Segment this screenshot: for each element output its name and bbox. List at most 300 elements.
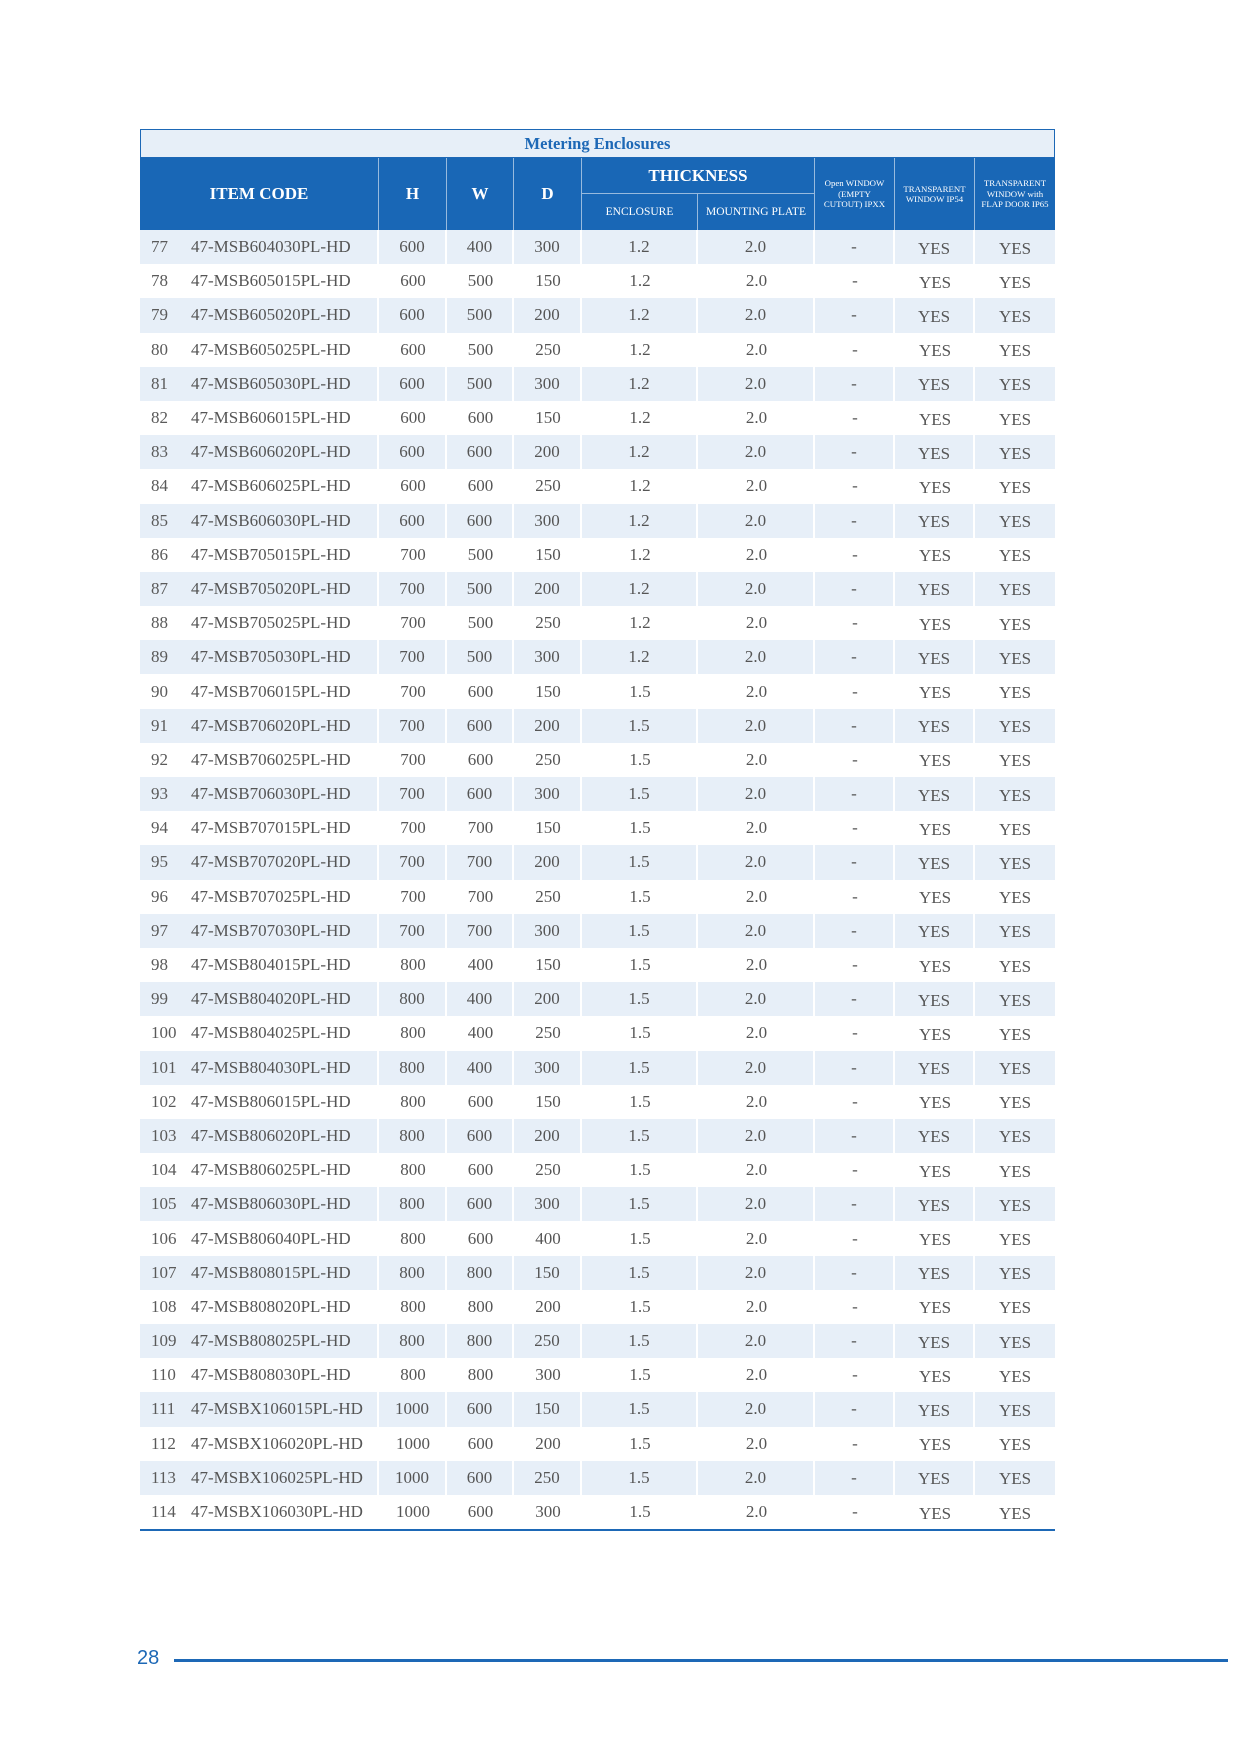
height-value: 600 [379, 298, 447, 332]
mounting-plate-thickness: 2.0 [698, 640, 815, 674]
item-code: 47-MSB606030PL-HD [180, 504, 379, 538]
width-value: 500 [447, 367, 514, 401]
item-code: 47-MSB806040PL-HD [191, 1228, 351, 1248]
row-number: 100 [151, 1023, 177, 1043]
enclosure-thickness: 1.2 [582, 298, 698, 332]
item-code: 47-MSB804015PL-HD [191, 955, 351, 975]
enclosure-thickness: 1.2 [582, 367, 698, 401]
height-value: 700 [379, 572, 447, 606]
width-value: 400 [467, 1023, 494, 1043]
transparent-window-flap-ip65: YES [998, 956, 1032, 976]
transparent-window-flap-ip65: YES [998, 272, 1032, 292]
mounting-plate-thickness: 2.0 [698, 504, 815, 538]
item-code: 47-MSB606020PL-HD [180, 435, 379, 469]
height-value: 600 [379, 230, 447, 264]
header-w: W [447, 158, 514, 230]
width-value: 600 [467, 1433, 494, 1453]
transparent-window-flap-ip65: YES [998, 1366, 1032, 1386]
depth-value: 250 [514, 1461, 582, 1495]
row-number: 78 [151, 271, 168, 291]
item-code: 47-MSBX106025PL-HD [180, 1461, 379, 1495]
transparent-window-flap-ip65: YES [998, 1024, 1032, 1044]
transparent-window-ip54: YES [918, 888, 952, 908]
transparent-window-flap-ip65: YES [998, 853, 1032, 873]
depth-value: 250 [535, 749, 561, 769]
item-code: 47-MSB806015PL-HD [191, 1091, 351, 1111]
row-number: 82 [151, 408, 168, 428]
mounting-plate-thickness: 2.0 [745, 1502, 768, 1522]
item-code: 47-MSB808020PL-HD [191, 1296, 351, 1316]
mounting-plate-thickness: 2.0 [698, 845, 815, 879]
enclosure-thickness: 1.2 [582, 230, 698, 264]
table-row [140, 1427, 1055, 1461]
header-item-code: ITEM CODE [140, 158, 379, 230]
height-value: 600 [400, 339, 426, 359]
row-number: 90 [151, 681, 168, 701]
table-header [140, 158, 1055, 230]
enclosure-thickness: 1.2 [629, 339, 651, 359]
item-code: 47-MSB705030PL-HD [180, 640, 379, 674]
depth-value: 150 [514, 1256, 582, 1290]
item-code: 47-MSB705015PL-HD [191, 544, 351, 564]
open-window: - [852, 1091, 858, 1111]
width-value: 700 [467, 886, 494, 906]
table-row [140, 264, 1055, 298]
transparent-window-flap-ip65: YES [998, 409, 1032, 429]
depth-value: 250 [535, 1160, 561, 1180]
open-window: - [852, 1296, 858, 1316]
transparent-window-flap-ip65: YES [998, 819, 1032, 839]
transparent-window-ip54: YES [918, 1298, 952, 1318]
row-number: 97 [151, 920, 168, 940]
table-row [140, 1221, 1055, 1255]
item-code: 47-MSB706015PL-HD [191, 681, 351, 701]
item-code: 47-MSB808015PL-HD [180, 1256, 379, 1290]
transparent-window-ip54: YES [895, 709, 975, 743]
depth-value: 250 [535, 1023, 561, 1043]
mounting-plate-thickness: 2.0 [745, 271, 768, 291]
enclosure-thickness: 1.5 [629, 1228, 651, 1248]
depth-value: 150 [514, 1392, 582, 1426]
enclosure-thickness: 1.5 [629, 818, 651, 838]
transparent-window-flap-ip65: YES [998, 1230, 1032, 1250]
depth-value: 250 [535, 339, 561, 359]
row-number: 111 [151, 1399, 176, 1419]
width-value: 600 [467, 408, 494, 428]
width-value: 800 [467, 1365, 494, 1385]
open-window: - [852, 1160, 858, 1180]
enclosure-thickness: 1.5 [582, 914, 698, 948]
transparent-window-ip54: YES [918, 683, 952, 703]
depth-value: 250 [535, 613, 561, 633]
open-window: - [852, 1502, 858, 1522]
height-value: 700 [400, 886, 426, 906]
depth-value: 300 [514, 640, 582, 674]
depth-value: 300 [535, 1502, 561, 1522]
open-window: - [852, 955, 858, 975]
table-row [140, 743, 1055, 777]
mounting-plate-thickness: 2.0 [745, 339, 768, 359]
mounting-plate-thickness: 2.0 [745, 749, 768, 769]
enclosure-thickness: 1.2 [582, 435, 698, 469]
item-code: 47-MSB808025PL-HD [180, 1324, 379, 1358]
enclosure-thickness: 1.2 [629, 544, 651, 564]
width-value: 800 [447, 1324, 514, 1358]
width-value: 600 [467, 476, 494, 496]
mounting-plate-thickness: 2.0 [745, 1023, 768, 1043]
transparent-window-flap-ip65: YES [998, 683, 1032, 703]
mounting-plate-thickness: 2.0 [745, 1365, 768, 1385]
height-value: 1000 [396, 1433, 430, 1453]
item-code: 47-MSB605030PL-HD [180, 367, 379, 401]
height-value: 800 [400, 1296, 426, 1316]
transparent-window-ip54: YES [918, 1093, 952, 1113]
table-row [140, 709, 1055, 743]
table-row [140, 948, 1055, 982]
open-window: - [852, 544, 858, 564]
height-value: 600 [400, 408, 426, 428]
row-number: 83 [151, 442, 168, 462]
enclosure-thickness: 1.5 [629, 1502, 651, 1522]
table-row [140, 1016, 1055, 1050]
item-code: 47-MSB804025PL-HD [191, 1023, 351, 1043]
transparent-window-flap-ip65: YES [998, 1332, 1032, 1352]
table-row [140, 1358, 1055, 1392]
width-value: 400 [447, 1051, 514, 1085]
mounting-plate-thickness: 2.0 [698, 572, 815, 606]
table-row [140, 606, 1055, 640]
row-number: 104 [151, 1160, 177, 1180]
transparent-window-flap-ip65: YES [998, 546, 1032, 566]
row-number: 114 [151, 1502, 176, 1522]
row-number: 87 [151, 578, 168, 598]
enclosure-thickness: 1.5 [582, 709, 698, 743]
mounting-plate-thickness: 2.0 [745, 681, 768, 701]
depth-value: 300 [514, 230, 582, 264]
transparent-window-ip54: YES [895, 777, 975, 811]
open-window: - [815, 367, 895, 401]
mounting-plate-thickness: 2.0 [698, 1392, 815, 1426]
transparent-window-flap-ip65: YES [998, 922, 1032, 942]
row-number: 103 [151, 1125, 177, 1145]
open-window: - [815, 298, 895, 332]
open-window: - [852, 408, 858, 428]
transparent-window-ip54: YES [918, 1366, 952, 1386]
row-number: 106 [151, 1228, 177, 1248]
open-window: - [815, 504, 895, 538]
height-value: 700 [400, 613, 426, 633]
open-window: - [852, 271, 858, 291]
row-number: 112 [151, 1433, 176, 1453]
transparent-window-ip54: YES [895, 1324, 975, 1358]
transparent-window-flap-ip65: YES [998, 648, 1032, 668]
mounting-plate-thickness: 2.0 [698, 1051, 815, 1085]
item-code: 47-MSB605020PL-HD [180, 298, 379, 332]
table-row [140, 230, 1055, 264]
header-thickness: THICKNESS [582, 158, 815, 194]
metering-enclosures-table [140, 129, 1055, 1531]
height-value: 800 [379, 1324, 447, 1358]
height-value: 800 [400, 1023, 426, 1043]
width-value: 800 [447, 1256, 514, 1290]
enclosure-thickness: 1.5 [582, 1187, 698, 1221]
width-value: 700 [447, 845, 514, 879]
depth-value: 250 [535, 886, 561, 906]
table-row [140, 333, 1055, 367]
transparent-window-flap-ip65: YES [998, 785, 1032, 805]
table-row [140, 538, 1055, 572]
mounting-plate-thickness: 2.0 [698, 1324, 815, 1358]
mounting-plate-thickness: 2.0 [745, 886, 768, 906]
mounting-plate-thickness: 2.0 [745, 544, 768, 564]
table-row [140, 1119, 1055, 1153]
enclosure-thickness: 1.5 [582, 1324, 698, 1358]
transparent-window-flap-ip65: YES [998, 717, 1032, 737]
enclosure-thickness: 1.2 [582, 504, 698, 538]
width-value: 500 [447, 640, 514, 674]
row-number: 79 [151, 305, 168, 325]
table-row [140, 982, 1055, 1016]
enclosure-thickness: 1.5 [629, 681, 651, 701]
transparent-window-ip54: YES [918, 1024, 952, 1044]
mounting-plate-thickness: 2.0 [698, 982, 815, 1016]
depth-value: 150 [535, 1091, 561, 1111]
enclosure-thickness: 1.5 [629, 749, 651, 769]
height-value: 700 [379, 845, 447, 879]
transparent-window-flap-ip65: YES [998, 306, 1032, 326]
item-code: 47-MSB707030PL-HD [180, 914, 379, 948]
open-window: - [815, 1324, 895, 1358]
enclosure-thickness: 1.5 [582, 845, 698, 879]
item-code: 47-MSB808030PL-HD [191, 1365, 351, 1385]
transparent-window-ip54: YES [895, 1051, 975, 1085]
open-window: - [852, 613, 858, 633]
mounting-plate-thickness: 2.0 [698, 914, 815, 948]
transparent-window-flap-ip65: YES [998, 443, 1032, 463]
width-value: 500 [467, 544, 494, 564]
height-value: 700 [379, 914, 447, 948]
transparent-window-flap-ip65: YES [998, 512, 1032, 532]
open-window: - [815, 572, 895, 606]
enclosure-thickness: 1.5 [629, 1296, 651, 1316]
item-code: 47-MSB705020PL-HD [180, 572, 379, 606]
mounting-plate-thickness: 2.0 [698, 230, 815, 264]
transparent-window-ip54: YES [895, 504, 975, 538]
mounting-plate-thickness: 2.0 [698, 367, 815, 401]
table-row [140, 1461, 1055, 1495]
row-number: 91 [151, 715, 168, 735]
enclosure-thickness: 1.5 [629, 1091, 651, 1111]
enclosure-thickness: 1.5 [629, 1160, 651, 1180]
transparent-window-ip54: YES [895, 1461, 975, 1495]
table-row [140, 811, 1055, 845]
enclosure-thickness: 1.5 [629, 955, 651, 975]
enclosure-thickness: 1.5 [582, 1256, 698, 1290]
transparent-window-ip54: YES [918, 1161, 952, 1181]
height-value: 1000 [379, 1461, 447, 1495]
height-value: 800 [400, 955, 426, 975]
width-value: 600 [467, 1160, 494, 1180]
depth-value: 400 [535, 1228, 561, 1248]
table-title: Metering Enclosures [140, 129, 1055, 158]
row-number: 84 [151, 476, 168, 496]
open-window: - [852, 1023, 858, 1043]
transparent-window-ip54: YES [918, 477, 952, 497]
table-row [140, 401, 1055, 435]
open-window: - [815, 230, 895, 264]
transparent-window-ip54: YES [918, 341, 952, 361]
transparent-window-ip54: YES [895, 1119, 975, 1153]
row-number: 113 [151, 1467, 176, 1487]
item-code: 47-MSB804020PL-HD [180, 982, 379, 1016]
transparent-window-ip54: YES [918, 614, 952, 634]
height-value: 600 [379, 435, 447, 469]
open-window: - [852, 1433, 858, 1453]
mounting-plate-thickness: 2.0 [698, 1119, 815, 1153]
width-value: 600 [447, 1392, 514, 1426]
header-transparent-flap-door: TRANSPARENT WINDOW with FLAP DOOR IP65 [981, 178, 1049, 210]
table-row [140, 469, 1055, 503]
row-number: 93 [151, 784, 168, 804]
transparent-window-ip54: YES [918, 751, 952, 771]
open-window: - [852, 1365, 858, 1385]
item-code: 47-MSB706025PL-HD [191, 749, 351, 769]
enclosure-thickness: 1.5 [582, 1461, 698, 1495]
table-row [140, 435, 1055, 469]
width-value: 600 [447, 777, 514, 811]
transparent-window-flap-ip65: YES [998, 375, 1032, 395]
depth-value: 200 [514, 435, 582, 469]
depth-value: 150 [535, 955, 561, 975]
height-value: 800 [379, 1051, 447, 1085]
enclosure-thickness: 1.5 [582, 982, 698, 1016]
transparent-window-flap-ip65: YES [998, 477, 1032, 497]
item-code: 47-MSB605015PL-HD [191, 271, 351, 291]
row-number: 95 [151, 852, 168, 872]
open-window: - [815, 777, 895, 811]
height-value: 700 [379, 640, 447, 674]
width-value: 400 [447, 230, 514, 264]
depth-value: 250 [535, 476, 561, 496]
height-value: 700 [400, 544, 426, 564]
mounting-plate-thickness: 2.0 [745, 1433, 768, 1453]
item-code: 47-MSB604030PL-HD [180, 230, 379, 264]
table-row [140, 1153, 1055, 1187]
transparent-window-ip54: YES [918, 1435, 952, 1455]
width-value: 600 [447, 1187, 514, 1221]
depth-value: 300 [514, 914, 582, 948]
enclosure-thickness: 1.5 [582, 1051, 698, 1085]
depth-value: 150 [535, 408, 561, 428]
enclosure-thickness: 1.5 [629, 1433, 651, 1453]
open-window: - [852, 818, 858, 838]
depth-value: 300 [514, 777, 582, 811]
enclosure-thickness: 1.5 [582, 1119, 698, 1153]
depth-value: 150 [535, 271, 561, 291]
mounting-plate-thickness: 2.0 [745, 476, 768, 496]
transparent-window-ip54: YES [895, 982, 975, 1016]
width-value: 500 [467, 613, 494, 633]
item-code: 47-MSBX106020PL-HD [191, 1433, 363, 1453]
transparent-window-flap-ip65: YES [998, 1059, 1032, 1079]
open-window: - [852, 476, 858, 496]
transparent-window-ip54: YES [895, 367, 975, 401]
mounting-plate-thickness: 2.0 [698, 435, 815, 469]
mounting-plate-thickness: 2.0 [745, 613, 768, 633]
item-code: 47-MSBX106030PL-HD [191, 1502, 363, 1522]
mounting-plate-thickness: 2.0 [745, 1228, 768, 1248]
row-number: 89 [151, 647, 168, 667]
table-row [140, 1324, 1055, 1358]
open-window: - [815, 435, 895, 469]
header-h: H [379, 158, 447, 230]
transparent-window-flap-ip65: YES [998, 1161, 1032, 1181]
enclosure-thickness: 1.5 [629, 886, 651, 906]
open-window: - [815, 1119, 895, 1153]
transparent-window-ip54: YES [918, 409, 952, 429]
height-value: 700 [400, 681, 426, 701]
table-row [140, 1290, 1055, 1324]
enclosure-thickness: 1.5 [629, 1023, 651, 1043]
transparent-window-ip54: YES [895, 230, 975, 264]
table-row [140, 504, 1055, 538]
transparent-window-flap-ip65: YES [998, 614, 1032, 634]
mounting-plate-thickness: 2.0 [698, 1461, 815, 1495]
height-value: 600 [400, 476, 426, 496]
item-code: 47-MSBX106015PL-HD [180, 1392, 379, 1426]
table-body [140, 230, 1055, 1531]
row-number: 109 [151, 1331, 177, 1351]
width-value: 600 [467, 749, 494, 769]
row-number: 86 [151, 544, 168, 564]
depth-value: 150 [535, 818, 561, 838]
height-value: 600 [400, 271, 426, 291]
item-code: 47-MSB806020PL-HD [180, 1119, 379, 1153]
height-value: 800 [379, 1256, 447, 1290]
transparent-window-flap-ip65: YES [998, 751, 1032, 771]
height-value: 600 [379, 504, 447, 538]
width-value: 600 [447, 1119, 514, 1153]
depth-value: 200 [514, 298, 582, 332]
transparent-window-ip54: YES [895, 640, 975, 674]
item-code: 47-MSB606025PL-HD [191, 476, 351, 496]
height-value: 800 [400, 1365, 426, 1385]
item-code: 47-MSB707025PL-HD [191, 886, 351, 906]
depth-value: 150 [535, 544, 561, 564]
depth-value: 300 [514, 1051, 582, 1085]
transparent-window-ip54: YES [918, 546, 952, 566]
row-number: 105 [151, 1194, 177, 1214]
height-value: 800 [379, 1187, 447, 1221]
height-value: 600 [379, 367, 447, 401]
transparent-window-ip54: YES [895, 1256, 975, 1290]
transparent-window-flap-ip65: YES [998, 990, 1032, 1010]
mounting-plate-thickness: 2.0 [745, 1296, 768, 1316]
header-mounting-plate: MOUNTING PLATE [698, 194, 815, 230]
width-value: 500 [467, 271, 494, 291]
transparent-window-flap-ip65: YES [998, 341, 1032, 361]
width-value: 600 [447, 504, 514, 538]
row-number: 85 [151, 510, 168, 530]
transparent-window-ip54: YES [895, 914, 975, 948]
header-transparent-window: TRANSPARENT WINDOW IP54 [895, 158, 975, 230]
item-code: 47-MSB605025PL-HD [191, 339, 351, 359]
open-window: - [852, 681, 858, 701]
enclosure-thickness: 1.2 [629, 271, 651, 291]
row-number: 101 [151, 1057, 177, 1077]
height-value: 700 [400, 749, 426, 769]
enclosure-thickness: 1.2 [629, 613, 651, 633]
